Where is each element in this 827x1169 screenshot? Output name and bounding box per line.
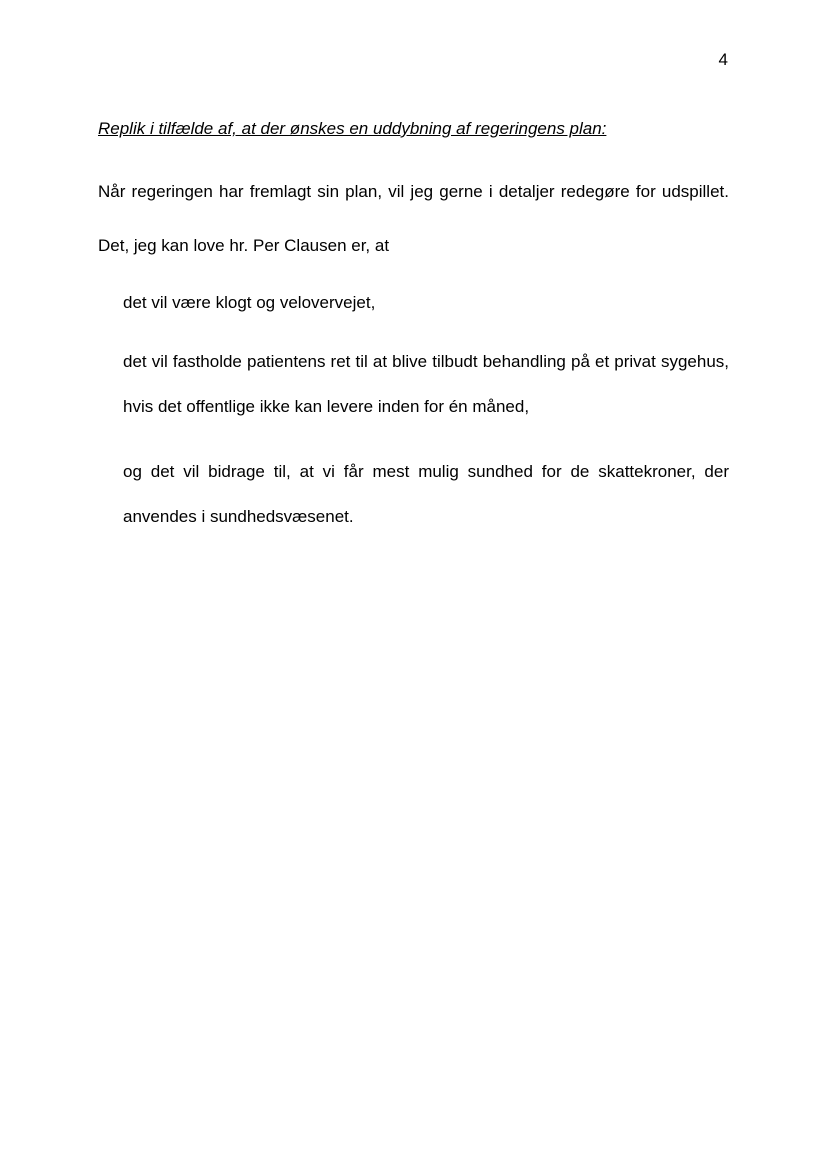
reply-heading: Replik i tilfælde af, at der ønskes en uddybning af regeringens plan:: [98, 119, 607, 138]
point-paragraph-3: og det vil bidrage til, at vi får mest mulig sundhed for de skattekroner, der anvendes i sundhedsvæsenet.: [123, 462, 729, 526]
page-number: 4: [718, 50, 728, 69]
intro-paragraph: Når regeringen har fremlagt sin plan, vil jeg gerne i detaljer redegøre for udspillet. Det, jeg kan love hr. Per Clausen er, at: [98, 182, 729, 255]
point-paragraph-1: det vil være klogt og velovervejet,: [123, 293, 376, 312]
point-paragraph-2: det vil fastholde patientens ret til at blive tilbudt behandling på et privat sygehus, hvis det offentlige ikke kan levere inden for én måned,: [123, 352, 729, 416]
